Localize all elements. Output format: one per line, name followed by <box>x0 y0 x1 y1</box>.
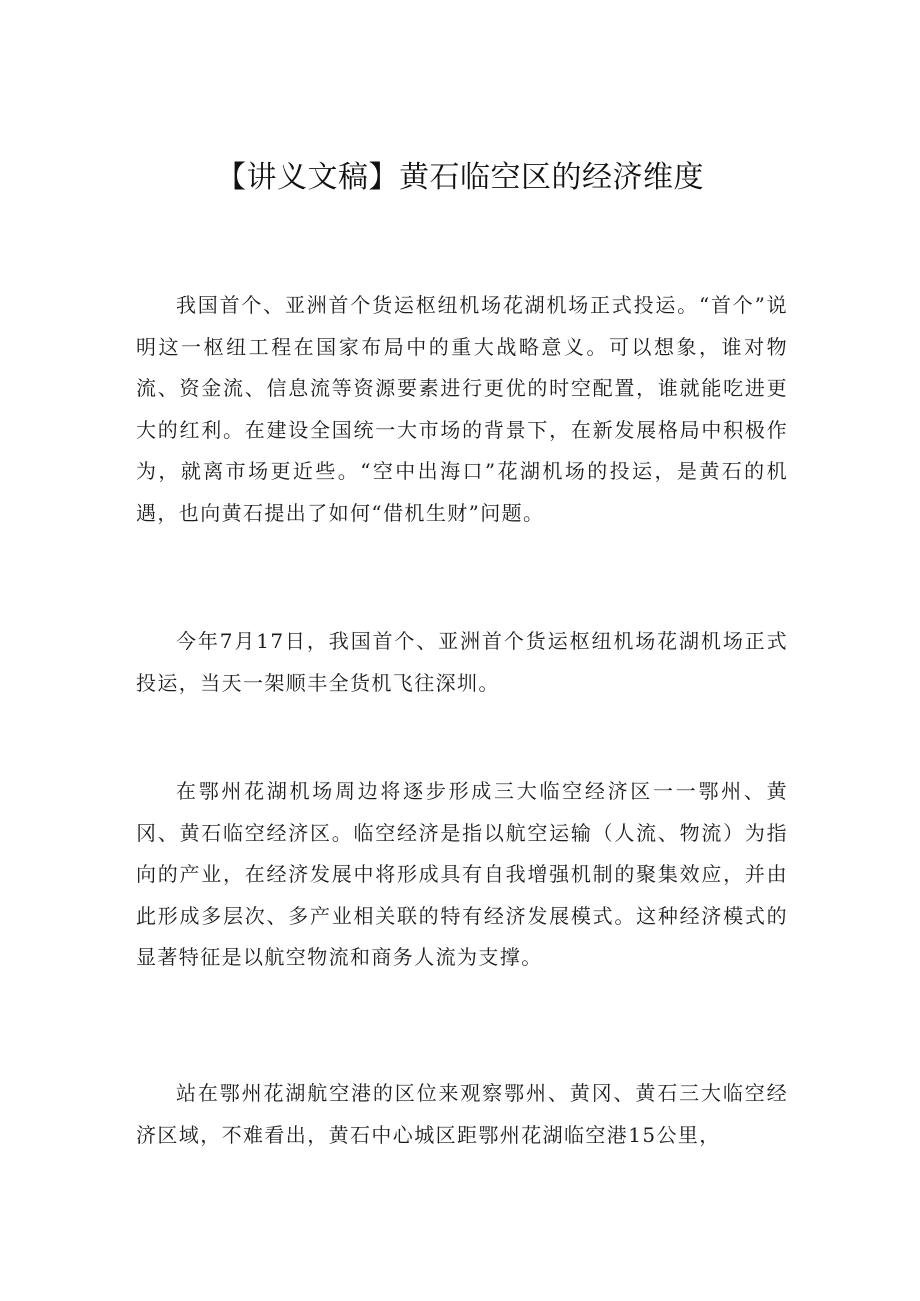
paragraph: 今年7月17日，我国首个、亚洲首个货运枢纽机场花湖机场正式投运，当天一架顺丰全货机飞往深圳。 <box>136 629 788 695</box>
paragraph: 在鄂州花湖机场周边将逐步形成三大临空经济区一一鄂州、黄冈、黄石临空经济区。临空经济是指以航空运输（人流、物流）为指向的产业，在经济发展中将形成具有自我增强机制的聚集效应，并由此形成多层次、多产业相关联的特有经济发展模式。这种经济模式的显著特征是以航空物流和商务人流为支撑。 <box>136 779 788 969</box>
paragraph: 站在鄂州花湖航空港的区位来观察鄂州、黄冈、黄石三大临空经济区域，不难看出，黄石中心城区距鄂州花湖临空港15公里， <box>136 1081 788 1147</box>
document-title: 【讲义文稿】黄石临空区的经济维度 <box>216 160 704 195</box>
paragraph: 我国首个、亚洲首个货运枢纽机场花湖机场正式投运。“首个”说明这一枢纽工程在国家布局中的重大战略意义。可以想象，谁对物流、资金流、信息流等资源要素进行更优的时空配置，谁就能吃进更大的红利。在建设全国统一大市场的背景下，在新发展格局中积极作为，就离市场更近些。“空中出海口”花湖机场的投运，是黄石的机遇，也向黄石提出了如何“借机生财”问题。 <box>136 293 788 525</box>
